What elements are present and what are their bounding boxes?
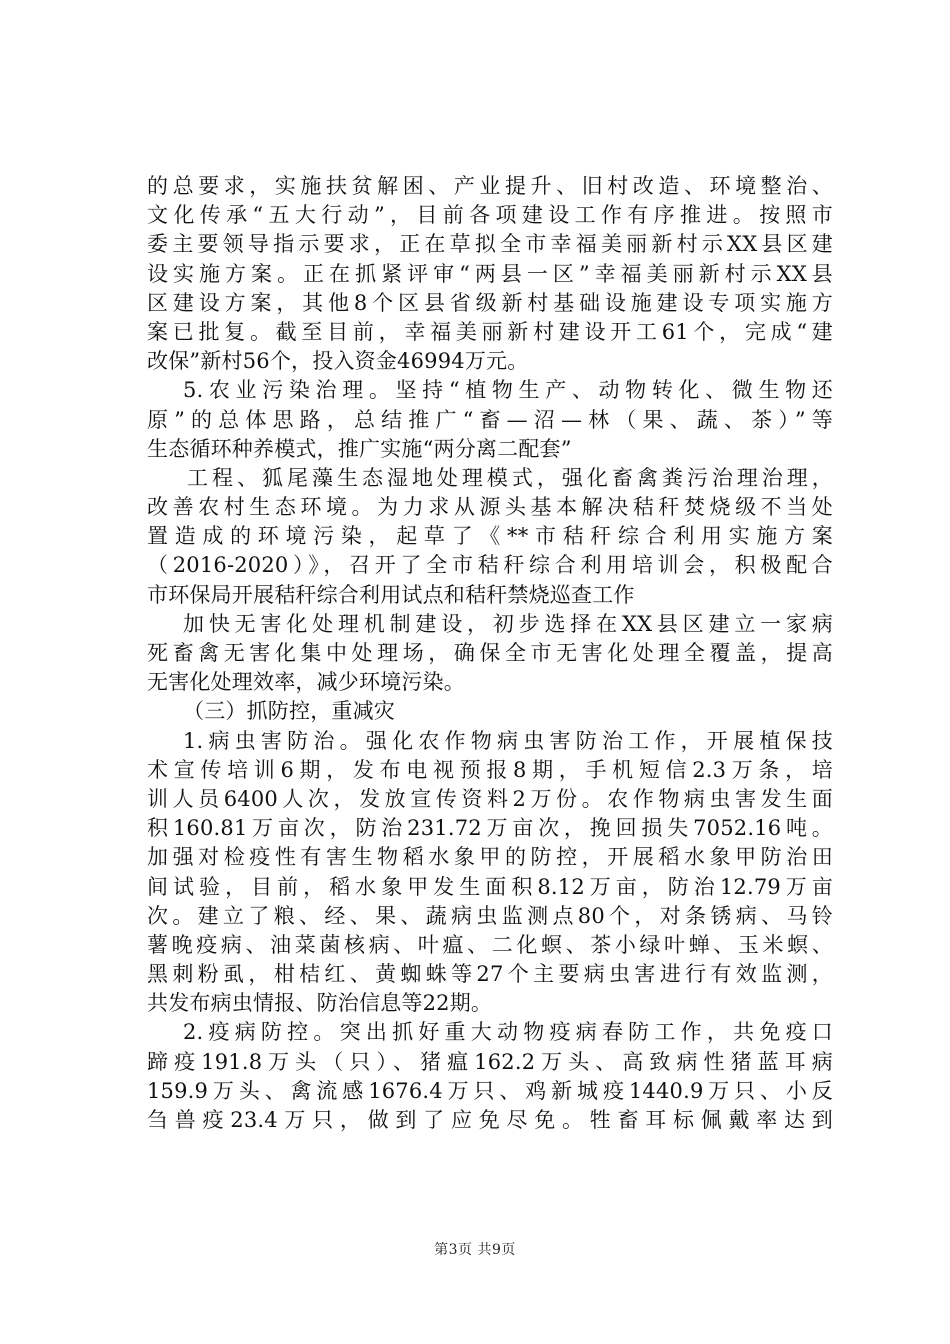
text-line: 改保”新村56个，投入资金46994万元。 xyxy=(147,349,529,374)
text-line: 159.9万头、禽流感1676.4万只、鸡新城疫1440.9万只、小反 xyxy=(147,1078,833,1103)
text-line: 的总要求，实施扶贫解困、产业提升、旧村改造、环境整治、 xyxy=(147,174,833,198)
text-line: 加强对检疫性有害生物稻水象甲的防控，开展稻水象甲防治田 xyxy=(147,845,833,870)
text-line: 死畜禽无害化集中处理场，确保全市无害化处理全覆盖，提高 xyxy=(147,641,833,665)
text-line: 工程、狐尾藻生态湿地处理模式，强化畜禽粪污治理治理， xyxy=(187,465,833,490)
text-line: 2.疫病防控。突出抓好重大动物疫病春防工作，共免疫口 xyxy=(183,1020,833,1045)
text-line: 黑刺粉虱，柑桔红、黄蜘蛛等27个主要病虫害进行有效监测， xyxy=(147,962,833,987)
text-line: 训人员6400人次，发放宣传资料2万份。农作物病虫害发生面 xyxy=(147,786,833,811)
text-line: 置造成的环境污染，起草了《**市秸秆综合利用实施方案 xyxy=(147,524,833,549)
text-line: 委主要领导指示要求，正在草拟全市幸福美丽新村示XX县区建 xyxy=(147,232,833,257)
text-line: 改善农村生态环境。为力求从源头基本解决秸秆焚烧级不当处 xyxy=(147,495,833,520)
text-line: 原”的总体思路，总结推广“畜—沼—林（果、蔬、茶）”等 xyxy=(147,407,833,432)
text-line: 文化传承“五大行动”，目前各项建设工作有序推进。按照市 xyxy=(147,203,833,228)
page-number-footer: 第3页 共9页 xyxy=(434,1242,516,1258)
text-line: 刍兽疫23.4万只，做到了应免尽免。牲畜耳标佩戴率达到 xyxy=(147,1108,833,1132)
text-line: 共发布病虫情报、防治信息等22期。 xyxy=(147,991,493,1016)
text-line: 积160.81万亩次，防治231.72万亩次，挽回损失7052.16吨。 xyxy=(147,816,833,841)
text-line: 术宣传培训6期，发布电视预报8期，手机短信2.3万条，培 xyxy=(147,757,833,782)
text-line: 蹄疫191.8万头（只）、猪瘟162.2万头、高致病性猪蓝耳病 xyxy=(147,1049,833,1074)
text-line: 薯晚疫病、油菜菌核病、叶瘟、二化螟、茶小绿叶蝉、玉米螟、 xyxy=(147,932,833,957)
text-line: 加快无害化处理机制建设，初步选择在XX县区建立一家病 xyxy=(183,611,833,636)
text-line: 间试验，目前，稻水象甲发生面积8.12万亩，防治12.79万亩 xyxy=(147,874,833,899)
text-line: 市环保局开展秸秆综合利用试点和秸秆禁烧巡查工作 xyxy=(147,582,635,607)
text-line: 设实施方案。正在抓紧评审“两县一区”幸福美丽新村示XX县 xyxy=(147,261,833,286)
document-body xyxy=(147,172,833,1135)
text-line: 案已批复。截至目前，幸福美丽新村建设开工61个，完成“建 xyxy=(147,319,833,344)
text-line: 次。建立了粮、经、果、蔬病虫监测点80个，对条锈病、马铃 xyxy=(147,903,833,928)
text-line: 5.农业污染治理。坚持“植物生产、动物转化、微生物还 xyxy=(183,378,833,403)
text-line: 区建设方案，其他8个区县省级新村基础设施建设专项实施方 xyxy=(147,290,833,315)
text-line: 无害化处理效率，减少环境污染。 xyxy=(147,670,465,695)
text-line: 生态循环种养模式，推广实施“两分离二配套” xyxy=(147,436,572,461)
section-heading: （三）抓防控，重减灾 xyxy=(183,699,395,724)
text-line: 1.病虫害防治。强化农作物病虫害防治工作，开展植保技 xyxy=(183,728,833,753)
text-line: （2016-2020）》，召开了全市秸秆综合利用培训会，积极配合 xyxy=(147,553,833,578)
